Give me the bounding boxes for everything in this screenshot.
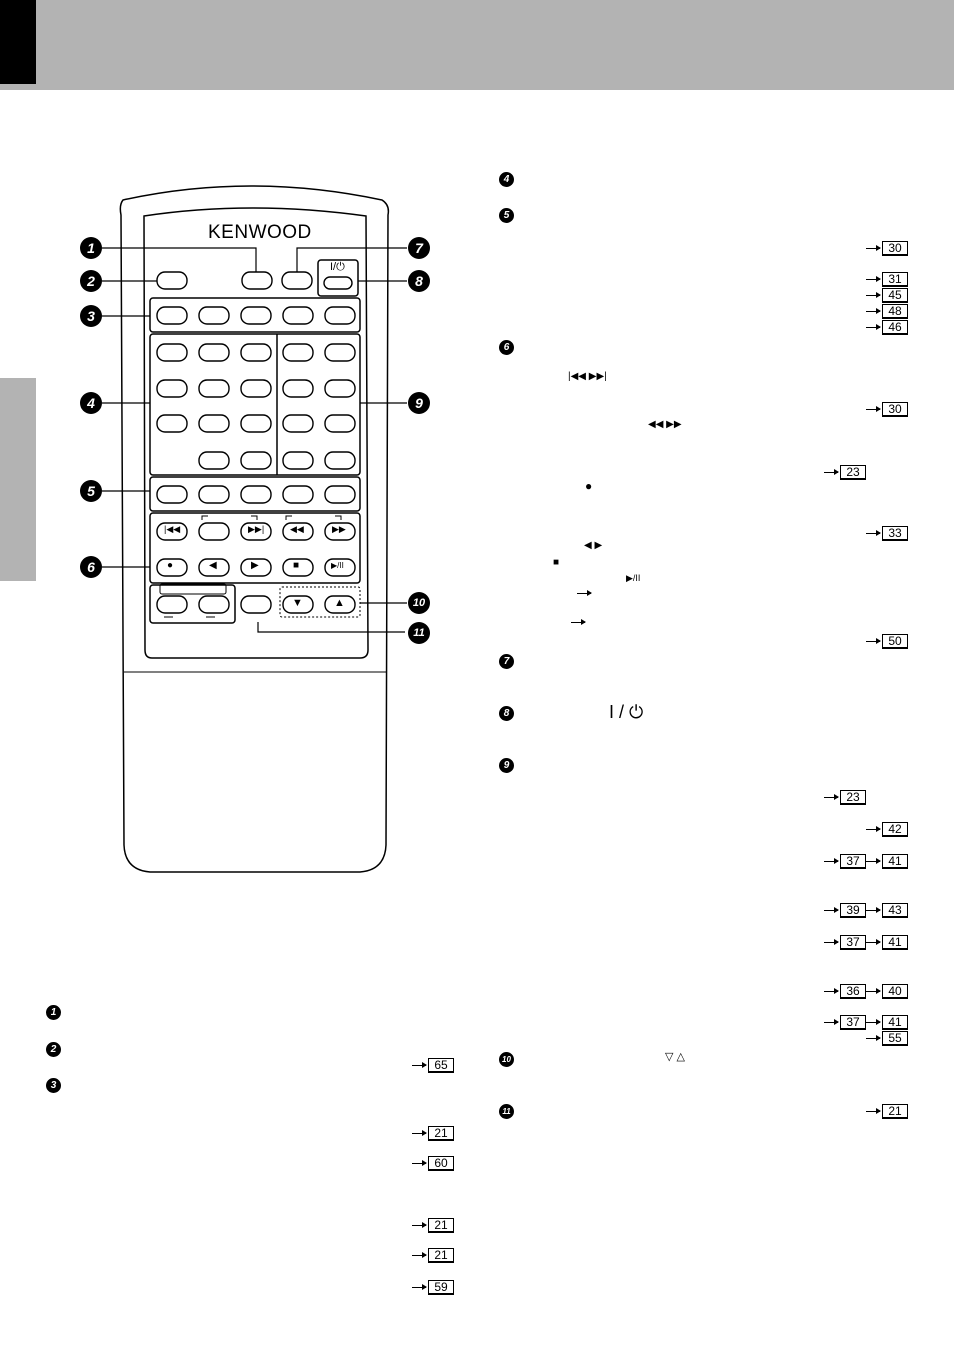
- page-ref: 21: [412, 1126, 454, 1140]
- button-2: [157, 272, 187, 289]
- power-standby-symbol: I / ⏻: [609, 702, 644, 722]
- play-pause-symbol: ▶/II: [626, 573, 641, 583]
- page-ref: 41: [866, 1015, 908, 1029]
- right-marker-5: 5: [499, 208, 514, 223]
- callout-1: 1: [80, 237, 102, 259]
- skip-back-icon: |◀◀: [164, 524, 181, 534]
- record-icon: ●: [167, 560, 174, 571]
- page-ref: 55: [866, 1031, 908, 1045]
- remote-brand-logo: KENWOOD: [208, 222, 312, 243]
- left-marker-1: 1: [46, 1005, 61, 1020]
- callout-11: 11: [408, 622, 430, 644]
- page-ref: 21: [412, 1218, 454, 1232]
- page-ref: 30: [866, 402, 908, 416]
- page-ref: 33: [866, 526, 908, 540]
- skip-forward-icon: ▶▶|: [248, 524, 265, 534]
- page-ref: 30: [866, 241, 908, 255]
- page-ref: 60: [412, 1156, 454, 1170]
- page-ref: 23: [824, 465, 866, 479]
- callout-10: 10: [408, 592, 430, 614]
- callout-8: 8: [408, 270, 430, 292]
- page-ref: 41: [866, 935, 908, 949]
- page-ref: 65: [412, 1058, 454, 1072]
- page-ref: 39: [824, 903, 866, 917]
- play-reverse-icon: ◀: [209, 560, 217, 571]
- stop-symbol: ■: [553, 557, 560, 568]
- page-ref: 50: [866, 634, 908, 648]
- page-ref: 37: [824, 1015, 866, 1029]
- right-marker-9: 9: [499, 758, 514, 773]
- play-direction-symbol: ◀ ▶: [584, 540, 603, 551]
- up-arrow-icon: ▲: [334, 597, 345, 609]
- callout-9: 9: [408, 392, 430, 414]
- page-ref: 21: [412, 1248, 454, 1262]
- page-ref: 41: [866, 854, 908, 868]
- page-ref: 37: [824, 854, 866, 868]
- page-ref: 21: [866, 1104, 908, 1118]
- button-1: [242, 272, 272, 289]
- page-ref: 37: [824, 935, 866, 949]
- rewind-icon: ◀◀: [290, 524, 304, 534]
- arrow-symbol: [571, 615, 587, 629]
- right-marker-4: 4: [499, 172, 514, 187]
- right-marker-10: 10: [499, 1052, 514, 1067]
- down-arrow-icon: ▼: [292, 597, 303, 609]
- right-marker-7: 7: [499, 654, 514, 669]
- page-ref: 43: [866, 903, 908, 917]
- page-ref: 46: [866, 320, 908, 334]
- fast-forward-icon: ▶▶: [332, 524, 346, 534]
- page-ref: 23: [824, 790, 866, 804]
- page-ref: 48: [866, 304, 908, 318]
- page-ref: 42: [866, 822, 908, 836]
- page-ref: 59: [412, 1280, 454, 1294]
- right-marker-8: 8: [499, 706, 514, 721]
- button-7: [282, 272, 312, 289]
- page-ref: 40: [866, 984, 908, 998]
- callout-6: 6: [80, 556, 102, 578]
- page-ref: 36: [824, 984, 866, 998]
- stop-icon: ■: [293, 560, 300, 571]
- record-symbol: ●: [585, 479, 593, 493]
- search-symbol: ◀◀ ▶▶: [648, 419, 682, 430]
- callout-7: 7: [408, 237, 430, 259]
- power-symbol: I/⏻: [330, 261, 345, 273]
- skip-symbol: |◀◀ ▶▶|: [568, 371, 607, 382]
- play-icon: ▶: [251, 560, 259, 571]
- right-marker-6: 6: [499, 340, 514, 355]
- left-marker-3: 3: [46, 1078, 61, 1093]
- left-marker-2: 2: [46, 1042, 61, 1057]
- power-button: [324, 277, 352, 289]
- play-pause-icon: ▶/II: [331, 561, 344, 570]
- callout-4: 4: [80, 392, 102, 414]
- page-ref: 45: [866, 288, 908, 302]
- arrow-symbol: [577, 586, 593, 600]
- page-ref: 31: [866, 272, 908, 286]
- callout-3: 3: [80, 305, 102, 327]
- right-marker-11: 11: [499, 1104, 514, 1119]
- callout-2: 2: [80, 270, 102, 292]
- up-down-symbol: ▽ △: [665, 1051, 685, 1063]
- callout-5: 5: [80, 480, 102, 502]
